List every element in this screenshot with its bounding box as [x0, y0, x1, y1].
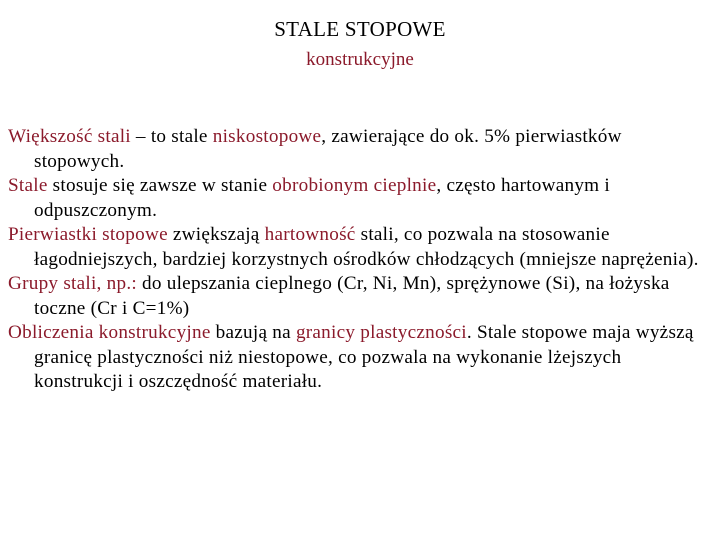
text-run: Obliczenia konstrukcyjne	[8, 322, 211, 343]
paragraph-majority-low-alloy	[8, 125, 708, 174]
paragraph-steel-groups	[8, 272, 708, 321]
slide-title: STALE STOPOWE	[274, 17, 446, 41]
text-run: – to stale	[130, 126, 213, 147]
text-run: , często hartowanym i odpuszczonym.	[34, 175, 610, 221]
text-run: granicy plastyczności	[295, 322, 467, 343]
slide-subtitle: konstrukcyjne	[306, 49, 414, 70]
paragraph-heat-treatment	[8, 174, 708, 223]
text-run: do ulepszania cieplnego (Cr, Ni, Mn), sprężynowe (Si), na łożyska toczne (Cr i C=1%)	[34, 273, 670, 319]
text-run: Większość stali	[8, 126, 131, 147]
text-run: niskostopowe	[212, 126, 322, 147]
text-run: , zawierające do ok. 5% pierwiastków stopowych.	[34, 126, 622, 172]
slide-body	[8, 125, 708, 395]
text-run: obrobionym cieplnie	[272, 175, 437, 196]
text-run: hartowność	[264, 224, 356, 245]
paragraph-design-calculations	[8, 321, 708, 395]
text-run: Pierwiastki stopowe	[8, 224, 168, 245]
paragraph-hardenability	[8, 223, 708, 272]
text-run: Stale	[8, 175, 48, 196]
text-run: stosuje się zawsze w stanie	[47, 175, 273, 196]
text-run: bazują na	[210, 322, 296, 343]
text-run: zwiększają	[167, 224, 265, 245]
text-run: . Stale stopowe maja wyższą granicę plastyczności niż niestopowe, co pozwala na wykonanie lżejszych konstrukcji i oszczędność materiału.	[34, 322, 694, 392]
text-run: Grupy stali, np.:	[8, 273, 137, 294]
text-run: stali, co pozwala na stosowanie łagodniejszych, bardziej korzystnych ośrodków chłodzących (mniejsze naprężenia).	[34, 224, 699, 270]
